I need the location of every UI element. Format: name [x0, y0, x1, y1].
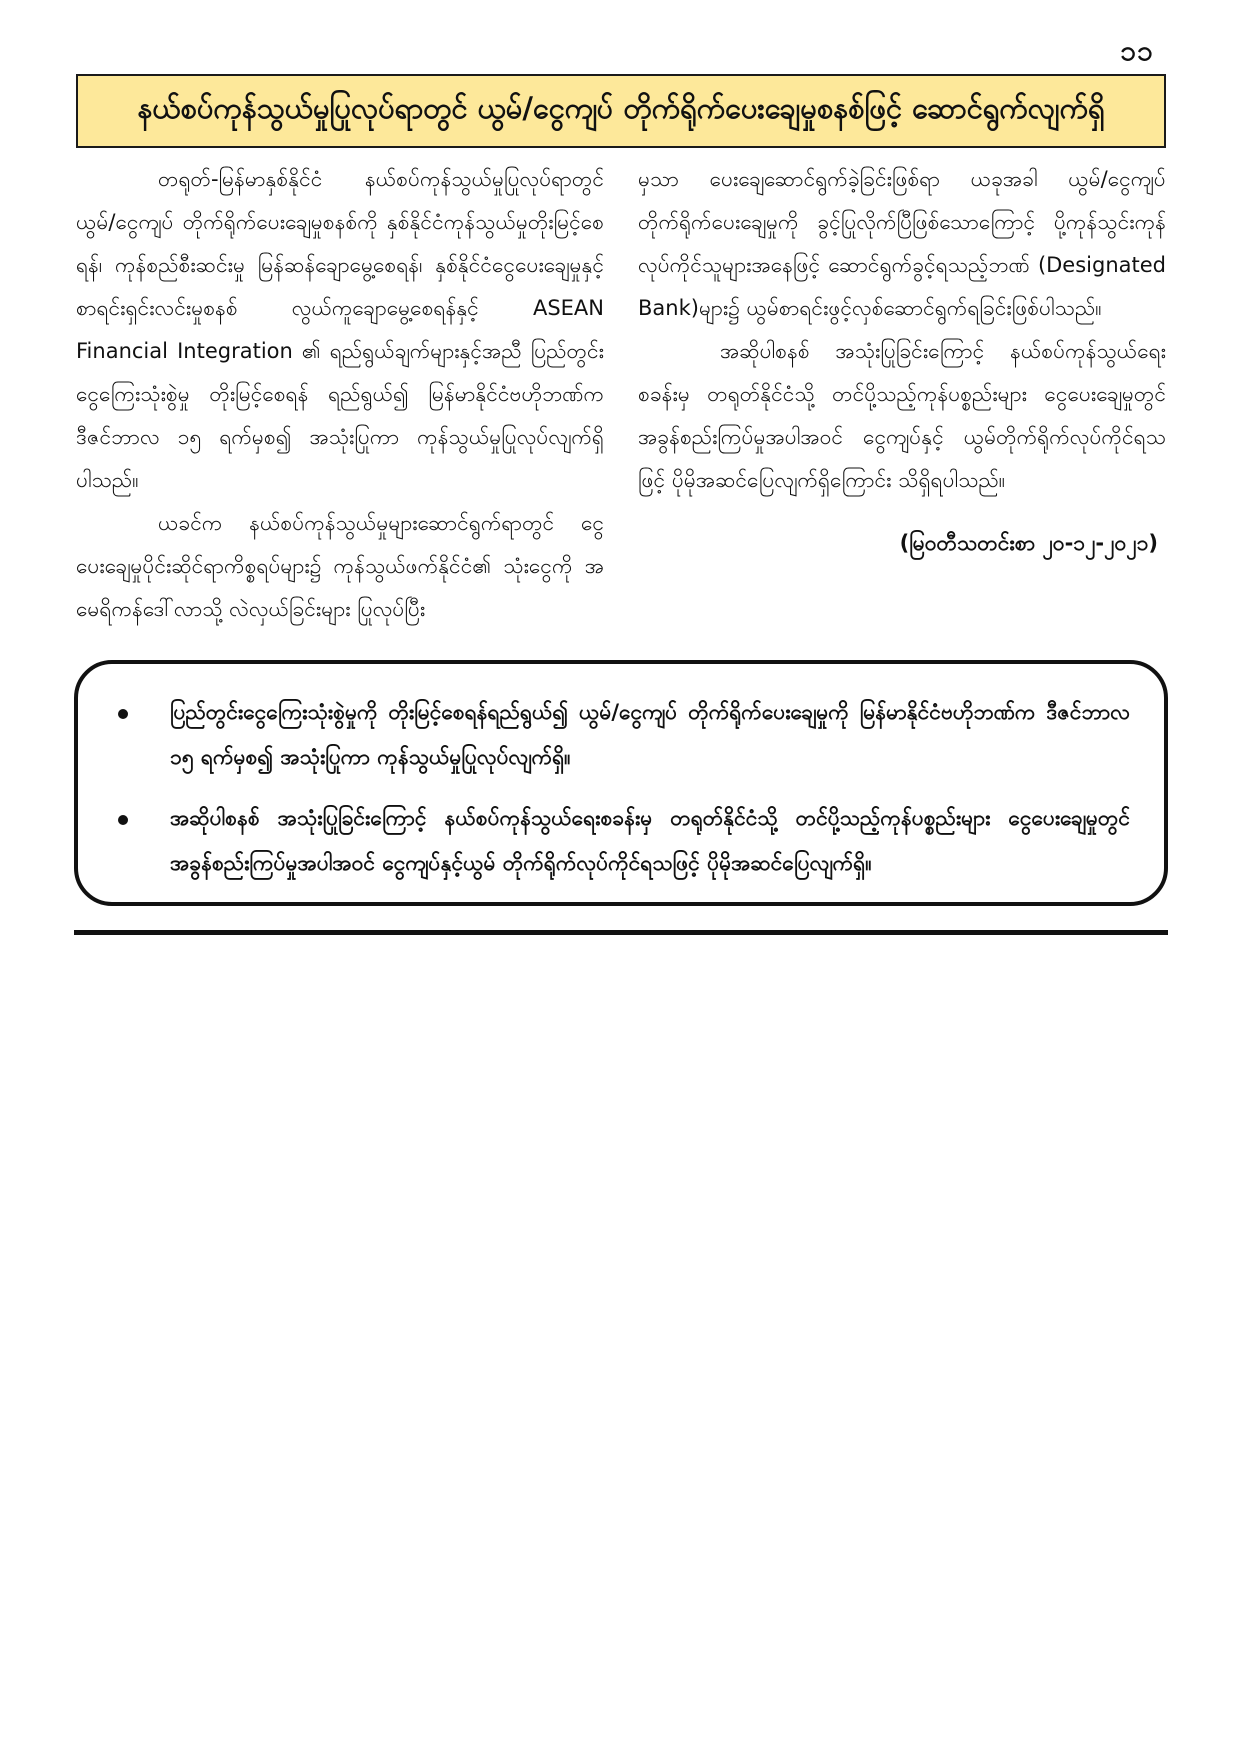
article-body — [76, 158, 1166, 648]
section-divider — [74, 930, 1168, 935]
summary-text: အဆိုပါစနစ် အသုံးပြုခြင်းကြောင့် နယ်စပ်ကုန်သွယ်ရေးစခန်းမှ တရုတ်နိုင်ငံသို့ တင်ပို့သည့်ကုန်ပစ္စည်းများ ငွေပေးချေမှုတွင် အခွန်စည်းကြပ်မှုအပါအဝင် ငွေကျပ်နှင့်ယွမ် တိုက်ရိုက်လုပ်ကိုင်ရသဖြင့် ပိုမိုအဆင်ပြေလျက်ရှိ။ — [170, 806, 1130, 875]
summary-point — [118, 796, 1130, 886]
summary-list — [118, 690, 1130, 886]
bullet-icon — [118, 815, 128, 825]
summary-point — [118, 690, 1130, 780]
paragraph: တရုတ်-မြန်မာနှစ်နိုင်ငံ နယ်စပ်ကုန်သွယ်မှုပြုလုပ်ရာတွင် ယွမ်/ငွေကျပ် တိုက်ရိုက်ပေးချေမှုစနစ်ကို နှစ်နိုင်ငံကုန်သွယ်မှုတိုးမြင့်စေရန်၊ ကုန်စည်စီးဆင်းမှု မြန်ဆန်ချောမွေ့စေရန်၊ နှစ်နိုင်ငံငွေပေးချေမှုနှင့် စာရင်းရှင်းလင်းမှုစနစ် လွယ်ကူချောမွေ့စေရန်နှင့် ASEAN Financial Integration ၏ ရည်ရွယ်ချက်များနှင့်အညီ ပြည်တွင်းငွေကြေးသုံးစွဲမှု တိုးမြင့်စေရန် ရည်ရွယ်၍ မြန်မာနိုင်ငံဗဟိုဘဏ်က ဒီဇင်ဘာလ ၁၅ ရက်မှစ၍ အသုံးပြုကာ ကုန်သွယ်မှုပြုလုပ်လျက်ရှိပါသည်။ — [76, 167, 604, 492]
paragraph: အဆိုပါစနစ် အသုံးပြုခြင်းကြောင့် နယ်စပ်ကုန်သွယ်ရေးစခန်းမှ တရုတ်နိုင်ငံသို့ တင်ပို့သည့်ကုန်ပစ္စည်းများ ငွေပေးချေမှုတွင် အခွန်စည်းကြပ်မှုအပါအဝင် ငွေကျပ်နှင့် ယွမ်တိုက်ရိုက်လုပ်ကိုင်ရသဖြင့် ပိုမိုအဆင်ပြေလျက်ရှိကြောင်း သိရှိရပါသည်။ — [638, 339, 1166, 492]
summary-text: ပြည်တွင်းငွေကြေးသုံးစွဲမှုကို တိုးမြင့်စေရန်ရည်ရွယ်၍ ယွမ်/ငွေကျပ် တိုက်ရိုက်ပေးချေမှုကို မြန်မာနိုင်ငံဗဟိုဘဏ်က ဒီဇင်ဘာလ ၁၅ ရက်မှစ၍ အသုံးပြုကာ ကုန်သွယ်မှုပြုလုပ်လျက်ရှိ။ — [170, 700, 1130, 769]
article-title: နယ်စပ်ကုန်သွယ်မှုပြုလုပ်ရာတွင် ယွမ်/ငွေကျပ် တိုက်ရိုက်ပေးချေမှုစနစ်ဖြင့် ဆောင်ရွက်လျက်ရှိ — [76, 74, 1166, 148]
page-number: ၁၁ — [1120, 34, 1154, 67]
paragraph: ယခင်က နယ်စပ်ကုန်သွယ်မှုများဆောင်ရွက်ရာတွင် ငွေပေးချေမှုပိုင်းဆိုင်ရာကိစ္စရပ်များ၌ ကုန်သွယ်ဖက်နိုင်ငံ၏ သုံးငွေကို အမေရိကန်ဒေါ်လာသို့ လဲလှယ်ခြင်းများ ပြုလုပ်ပြီး — [76, 511, 604, 621]
summary-box — [74, 660, 1168, 906]
bullet-icon — [118, 709, 128, 719]
right-column — [638, 158, 1166, 648]
article-source: (မြဝတီသတင်းစာ ၂၀-၁၂-၂၀၂၁) — [899, 531, 1158, 555]
paragraph: မှသာ ပေးချေဆောင်ရွက်ခဲ့ခြင်းဖြစ်ရာ ယခုအခါ ယွမ်/ငွေကျပ် တိုက်ရိုက်ပေးချေမှုကို ခွင့်ပြုလိုက်ပြီဖြစ်သောကြောင့် ပို့ကုန်သွင်းကုန်လုပ်ကိုင်သူများအနေဖြင့် ဆောင်ရွက်ခွင့်ရသည့်ဘဏ် (Designated Bank)များ၌ ယွမ်စာရင်းဖွင့်လှစ်ဆောင်ရွက်ရခြင်းဖြစ်ပါသည်။ — [638, 167, 1166, 320]
left-column — [76, 158, 604, 648]
